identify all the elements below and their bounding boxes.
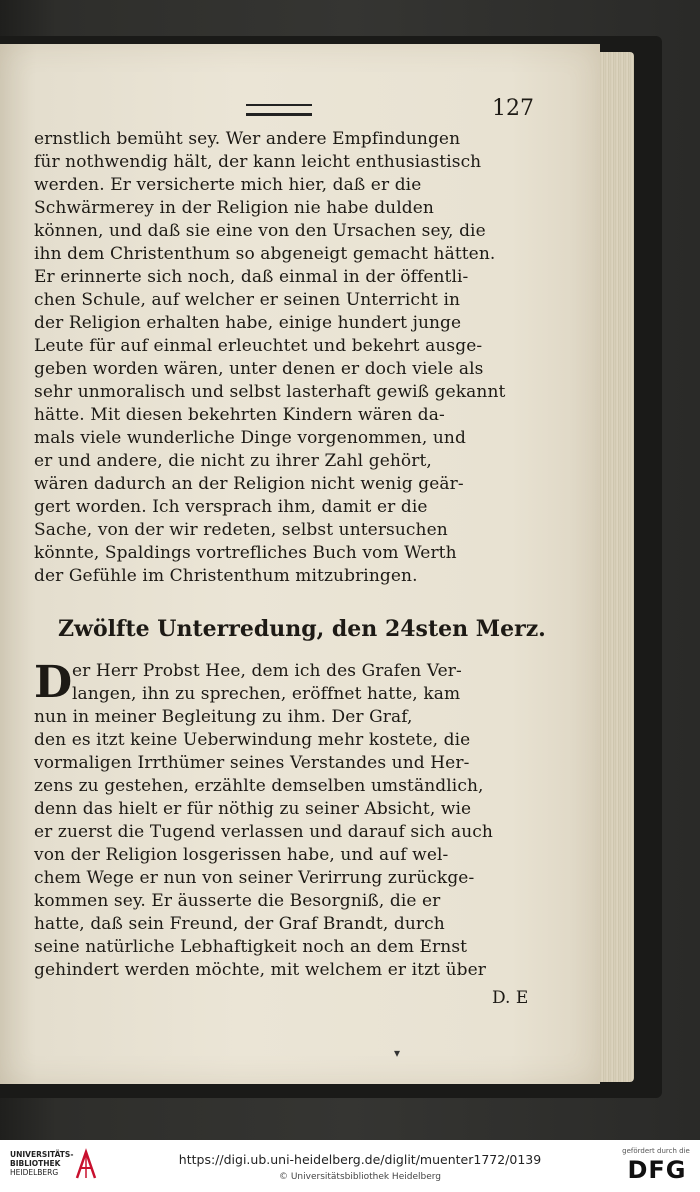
text-line: Er erinnerte sich noch, daß einmal in der öffentli- [34, 267, 469, 287]
text-line: Sache, von der wir redeten, selbst untersuchen [34, 520, 448, 540]
page-number: 127 [492, 96, 534, 121]
text-line: ernstlich bemüht sey. Wer andere Empfindungen [34, 129, 461, 149]
second-text-block [34, 657, 530, 982]
text-line: Schwärmerey in der Religion nie habe dulden [34, 198, 434, 218]
text-line: der Gefühle im Christenthum mitzubringen. [34, 566, 418, 586]
text-line: nun in meiner Begleitung zu ihm. Der Graf, [34, 707, 413, 727]
text-line: mals viele wunderliche Dinge vorgenommen, und [34, 428, 466, 448]
drop-cap: D [34, 657, 73, 708]
text-line: werden. Er versicherte mich hier, daß er die [34, 175, 422, 195]
text-line: den es itzt keine Ueberwindung mehr kostete, die [34, 730, 471, 750]
library-name-line: BIBLIOTHEK [10, 1159, 61, 1168]
text-line: seine natürliche Lebhaftigkeit noch an dem Ernst [34, 937, 468, 957]
text-line: wären dadurch an der Religion nicht wenig geär- [34, 474, 464, 494]
page-edges [594, 52, 634, 1082]
text-line: gert worden. Ich versprach ihm, damit er die [34, 497, 428, 517]
header-ornament-rule [246, 104, 312, 116]
library-logo-icon [74, 1148, 98, 1182]
text-line: können, und daß sie eine von den Ursachen sey, die [34, 221, 486, 241]
library-logo-text [10, 1150, 72, 1177]
text-line: von der Religion losgerissen habe, und auf wel- [34, 845, 449, 865]
page-mark-icon: ▾ [394, 1046, 401, 1060]
text-line: denn das hielt er für nöthig zu seiner Absicht, wie [34, 799, 472, 819]
permalink-url[interactable]: https://digi.ub.uni-heidelberg.de/diglit/muenter1772/0139 [178, 1152, 542, 1167]
text-line: er und andere, die nicht zu ihrer Zahl gehört, [34, 451, 432, 471]
text-line: für nothwendig hält, der kann leicht enthusiastisch [34, 152, 482, 172]
text-line: sehr unmoralisch und selbst lasterhaft gewiß gekannt [34, 382, 506, 402]
funded-by-label: gefördert durch die [622, 1147, 690, 1155]
text-line: langen, ihn zu sprechen, eröffnet hatte, kam [72, 684, 461, 704]
text-line: zens zu gestehen, erzählte demselben umständlich, [34, 776, 484, 796]
library-name-line: UNIVERSITÄTS- [10, 1150, 74, 1159]
text-line: chen Schule, auf welcher er seinen Unterricht in [34, 290, 461, 310]
text-line: hätte. Mit diesen bekehrten Kindern wären da- [34, 405, 445, 425]
library-name-line: HEIDELBERG [10, 1168, 59, 1177]
text-line: hatte, daß sein Freund, der Graf Brandt, durch [34, 914, 445, 934]
text-line: Leute für auf einmal erleuchtet und bekehrt ausge- [34, 336, 483, 356]
text-line: ihn dem Christenthum so abgeneigt gemacht hätten. [34, 244, 496, 264]
text-line: geben worden wären, unter denen er doch viele als [34, 359, 484, 379]
text-line: vormaligen Irrthümer seines Verstandes und Her- [34, 753, 470, 773]
section-heading: Zwölfte Unterredung, den 24sten Merz. [58, 616, 546, 642]
text-line: könnte, Spaldings vortrefliches Buch vom Werth [34, 543, 457, 563]
catchword: D. E [492, 988, 529, 1008]
text-line: gehindert werden möchte, mit welchem er itzt über [34, 960, 487, 980]
dfg-logo: DFG [627, 1156, 687, 1184]
text-line: er zuerst die Tugend verlassen und darauf sich auch [34, 822, 493, 842]
text-line: er Herr Probst Hee, dem ich des Grafen Ver- [72, 661, 462, 681]
text-line: der Religion erhalten habe, einige hundert junge [34, 313, 462, 333]
copyright-notice: © Universitätsbibliothek Heidelberg [278, 1172, 441, 1182]
text-line: chem Wege er nun von seiner Verirrung zurückge- [34, 868, 475, 888]
body-text-block [34, 128, 530, 588]
text-line: kommen sey. Er äusserte die Besorgniß, die er [34, 891, 441, 911]
